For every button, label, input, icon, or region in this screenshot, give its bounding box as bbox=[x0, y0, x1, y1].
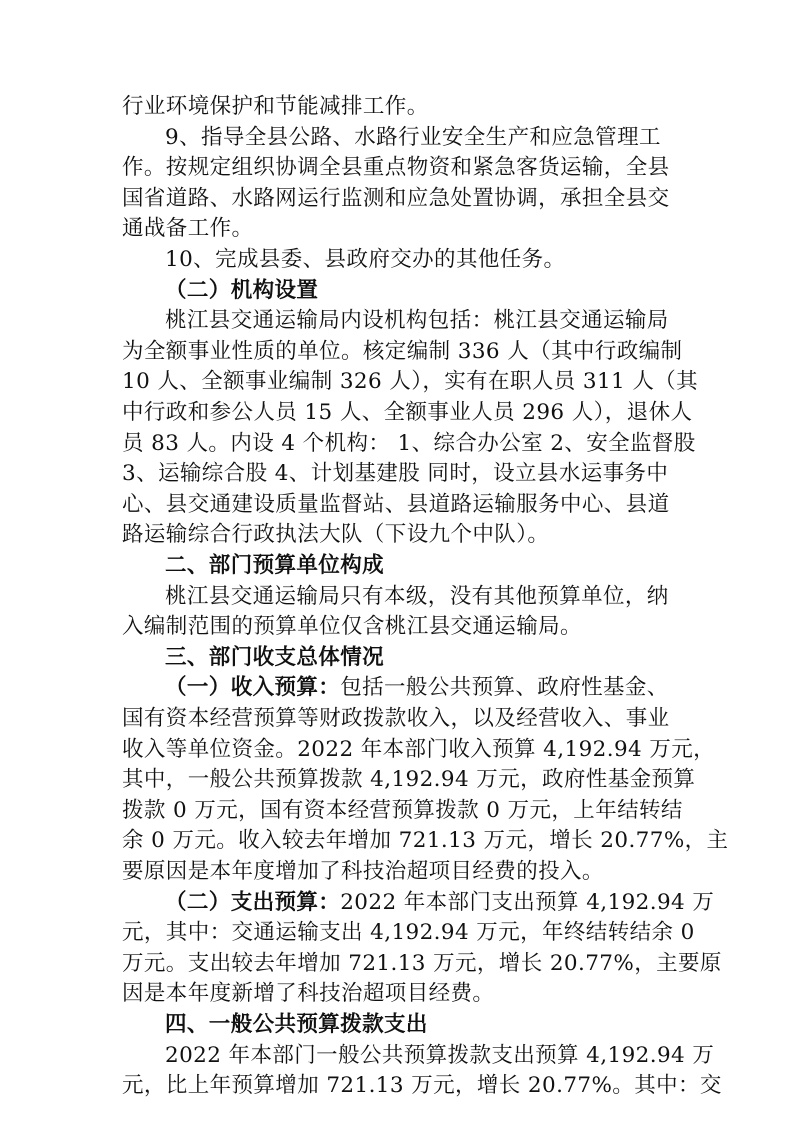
paragraph-line bbox=[165, 888, 715, 918]
paragraph-line: 入编制范围的预算单位仅含桃江县交通运输局。 bbox=[122, 614, 582, 640]
paragraph-line: 行业环境保护和节能减排工作。 bbox=[122, 94, 429, 119]
paragraph-line: 桃江县交通运输局只有本级，没有其他预算单位，纳 bbox=[165, 583, 669, 609]
inline-subheading: （一）收入预算： bbox=[165, 675, 341, 701]
paragraph-line: 10、完成县委、县政府交办的其他任务。 bbox=[165, 247, 566, 272]
paragraph-line: 员 83 人。内设 4 个机构： 1、综合办公室 2、安全监督股 bbox=[122, 430, 696, 456]
paragraph-line: 万元。支出较去年增加 721.13 万元，增长 20.77%，主要原 bbox=[122, 950, 722, 976]
paragraph-line: 3、运输综合股 4、计划基建股 同时，设立县水运事务中 bbox=[122, 461, 669, 487]
paragraph-line: 2022 年本部门一般公共预算拨款支出预算 4,192.94 万 bbox=[165, 1042, 715, 1068]
paragraph-line bbox=[165, 673, 685, 703]
paragraph-line: 10 人、全额事业编制 326 人），实有在职人员 311 人（其 bbox=[122, 369, 699, 395]
inline-subheading: （二）支出预算： bbox=[165, 889, 341, 915]
section-heading: 三、部门收支总体情况 bbox=[165, 644, 385, 670]
paragraph-line: 通战备工作。 bbox=[122, 216, 254, 242]
paragraph-line: 收入等单位资金。2022 年本部门收入预算 4,192.94 万元， bbox=[122, 736, 716, 762]
paragraph-line: 作。按规定组织协调全县重点物资和紧急客货运输，全县 bbox=[122, 155, 670, 181]
section-heading: 四、一般公共预算拨款支出 bbox=[165, 1012, 428, 1037]
paragraph-line: 拨款 0 万元，国有资本经营预算拨款 0 万元，上年结转结 bbox=[122, 797, 683, 823]
paragraph-line: 其中，一般公共预算拨款 4,192.94 万元，政府性基金预算 bbox=[122, 767, 696, 793]
section-heading: 二、部门预算单位构成 bbox=[165, 553, 385, 578]
paragraph-line: 桃江县交通运输局内设机构包括：桃江县交通运输局 bbox=[165, 308, 669, 334]
paragraph-line: 9、指导全县公路、水路行业安全生产和应急管理工 bbox=[165, 124, 661, 150]
paragraph-line: 元，其中：交通运输支出 4,192.94 万元，年终结转结余 0 bbox=[122, 920, 695, 946]
section-heading: （二）机构设置 bbox=[165, 277, 319, 303]
paragraph-text: 2022 年本部门支出预算 4,192.94 万 bbox=[340, 889, 715, 915]
paragraph-line: 余 0 万元。收入较去年增加 721.13 万元，增长 20.77%，主 bbox=[122, 828, 729, 854]
paragraph-line: 因是本年度新增了科技治超项目经费。 bbox=[122, 981, 495, 1007]
paragraph-text: 包括一般公共预算、政府性基金、 bbox=[340, 675, 669, 701]
paragraph-line: 为全额事业性质的单位。核定编制 336 人（其中行政编制 bbox=[122, 338, 683, 364]
paragraph-line: 路运输综合行政执法大队（下设九个中队）。 bbox=[122, 522, 550, 548]
paragraph-line: 国省道路、水路网运行监测和应急处置协调，承担全县交 bbox=[122, 185, 670, 211]
paragraph-line: 国有资本经营预算等财政拨款收入，以及经营收入、事业 bbox=[122, 706, 670, 731]
paragraph-line: 中行政和参公人员 15 人、全额事业人员 296 人），退休人 bbox=[122, 400, 693, 425]
paragraph-line: 元，比上年预算增加 721.13 万元，增长 20.77%。其中：交 bbox=[122, 1073, 722, 1099]
paragraph-line: 要原因是本年度增加了科技治超项目经费的投入。 bbox=[122, 859, 604, 884]
paragraph-line: 心、县交通建设质量监督站、县道路运输服务中心、县道 bbox=[122, 491, 670, 517]
